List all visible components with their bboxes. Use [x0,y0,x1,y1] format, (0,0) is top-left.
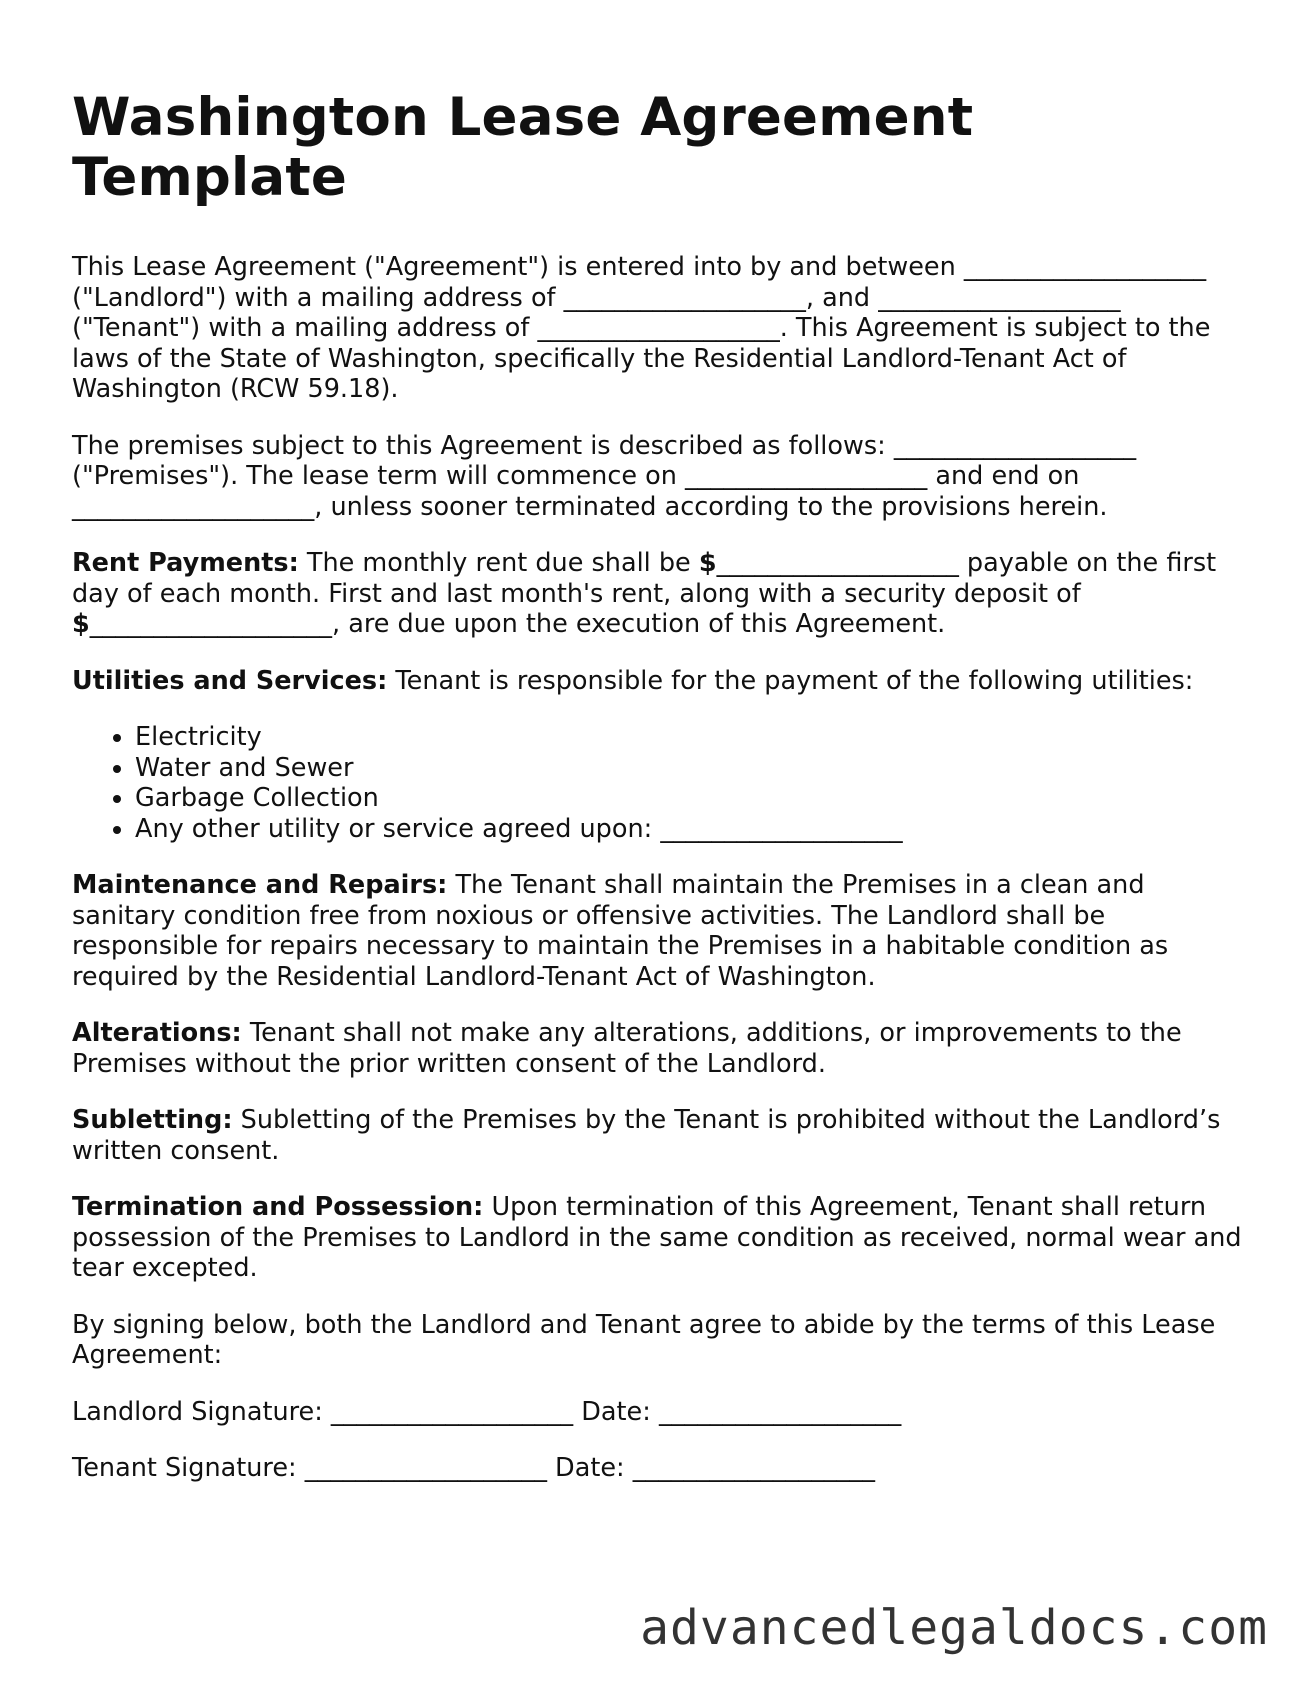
list-item: • Garbage Collection [135,783,1247,814]
other-utility-blank: ___________________ [660,813,903,844]
landlord-date-blank: ___________________ [658,1396,902,1427]
subletting-heading: Subletting: [72,1105,233,1135]
list-item: • Electricity [135,722,1247,753]
premises-paragraph: The premises subject to this Agreement is described as follows: ___________________ ("Premises"). The lease term will commence on ___________________ and end on ___________________, unless sooner terminated according to the provisions herein. [72,430,1137,522]
rent-paragraph: Rent Payments: The monthly rent due shall be $___________________ payable on the first day of each month. First and last month's rent, along with a security deposit of $___________________, are due upon the execution of this Agreement. [72,548,1217,639]
maintenance-heading: Maintenance and Repairs: [72,870,448,900]
tenant-name-blank: ___________________ [878,282,1121,313]
premises-blank: ___________________ [893,430,1137,461]
tenant-address-blank: ___________________ [537,313,780,343]
subletting-paragraph: Subletting: Subletting of the Premises by the Tenant is prohibited without the Landlord’s written consent. [72,1105,1221,1166]
commence-date-blank: ___________________ [685,461,928,491]
site-watermark: advancedlegaldocs.com [640,1600,1268,1656]
landlord-name-blank: ___________________ [963,252,1207,282]
list-item: • Any other utility or service agreed upon: ___________________ [135,814,1247,845]
utilities-list [72,722,1247,844]
intro-paragraph: This Lease Agreement ("Agreement") is entered into by and between ___________________ ("Landlord") with a mailing address of ___________________, and ___________________ ("Tenant") with a mailing address of ___________________. This Agreement is subject to the laws of the State of Washington, specifically the Residential Landlord-Tenant Act of Washington (RCW 59.18). [72,252,1211,404]
closing-paragraph: By signing below, both the Landlord and Tenant agree to abide by the terms of this Lease Agreement: [72,1309,1216,1370]
alterations-paragraph: Alterations: Tenant shall not make any alterations, additions, or improvements to the Premises without the prior written consent of the Landlord. [72,1018,1182,1079]
end-date-blank: ___________________ [72,491,315,522]
rent-dollar-sign: $ [698,548,717,578]
document-title: Washington Lease Agreement Template [72,87,974,208]
maintenance-paragraph: Maintenance and Repairs: The Tenant shall maintain the Premises in a clean and sanitary condition free from noxious or offensive activities. The Landlord shall be responsible for repairs necessary to maintain the Premises in a habitable condition as required by the Residential Landlord-Tenant Act of Washington. [72,870,1169,992]
utilities-heading: Utilities and Services: [72,665,388,696]
landlord-signature-line: Landlord Signature: ___________________ Date: ___________________ [72,1396,902,1427]
landlord-address-blank: ___________________ [563,282,806,313]
deposit-dollar-sign: $ [72,609,90,639]
list-item: • Water and Sewer [135,753,1247,784]
tenant-date-blank: ___________________ [632,1453,875,1483]
document-page [72,88,1247,1510]
landlord-signature-blank: ___________________ [330,1396,574,1427]
alterations-heading: Alterations: [72,1018,242,1048]
rent-heading: Rent Payments: [72,548,299,578]
deposit-amount-blank: ___________________ [89,609,332,639]
tenant-signature-blank: ___________________ [304,1453,547,1483]
rent-amount-blank: ___________________ [716,548,959,578]
termination-heading: Termination and Possession: [72,1192,484,1222]
termination-paragraph: Termination and Possession: Upon termination of this Agreement, Tenant shall return possession of the Premises to Landlord in the same condition as received, normal wear and tear excepted. [72,1192,1242,1283]
utilities-paragraph: Utilities and Services: Tenant is responsible for the payment of the following utilities: [72,665,1194,696]
tenant-signature-line: Tenant Signature: ___________________ Date: ___________________ [72,1453,875,1483]
